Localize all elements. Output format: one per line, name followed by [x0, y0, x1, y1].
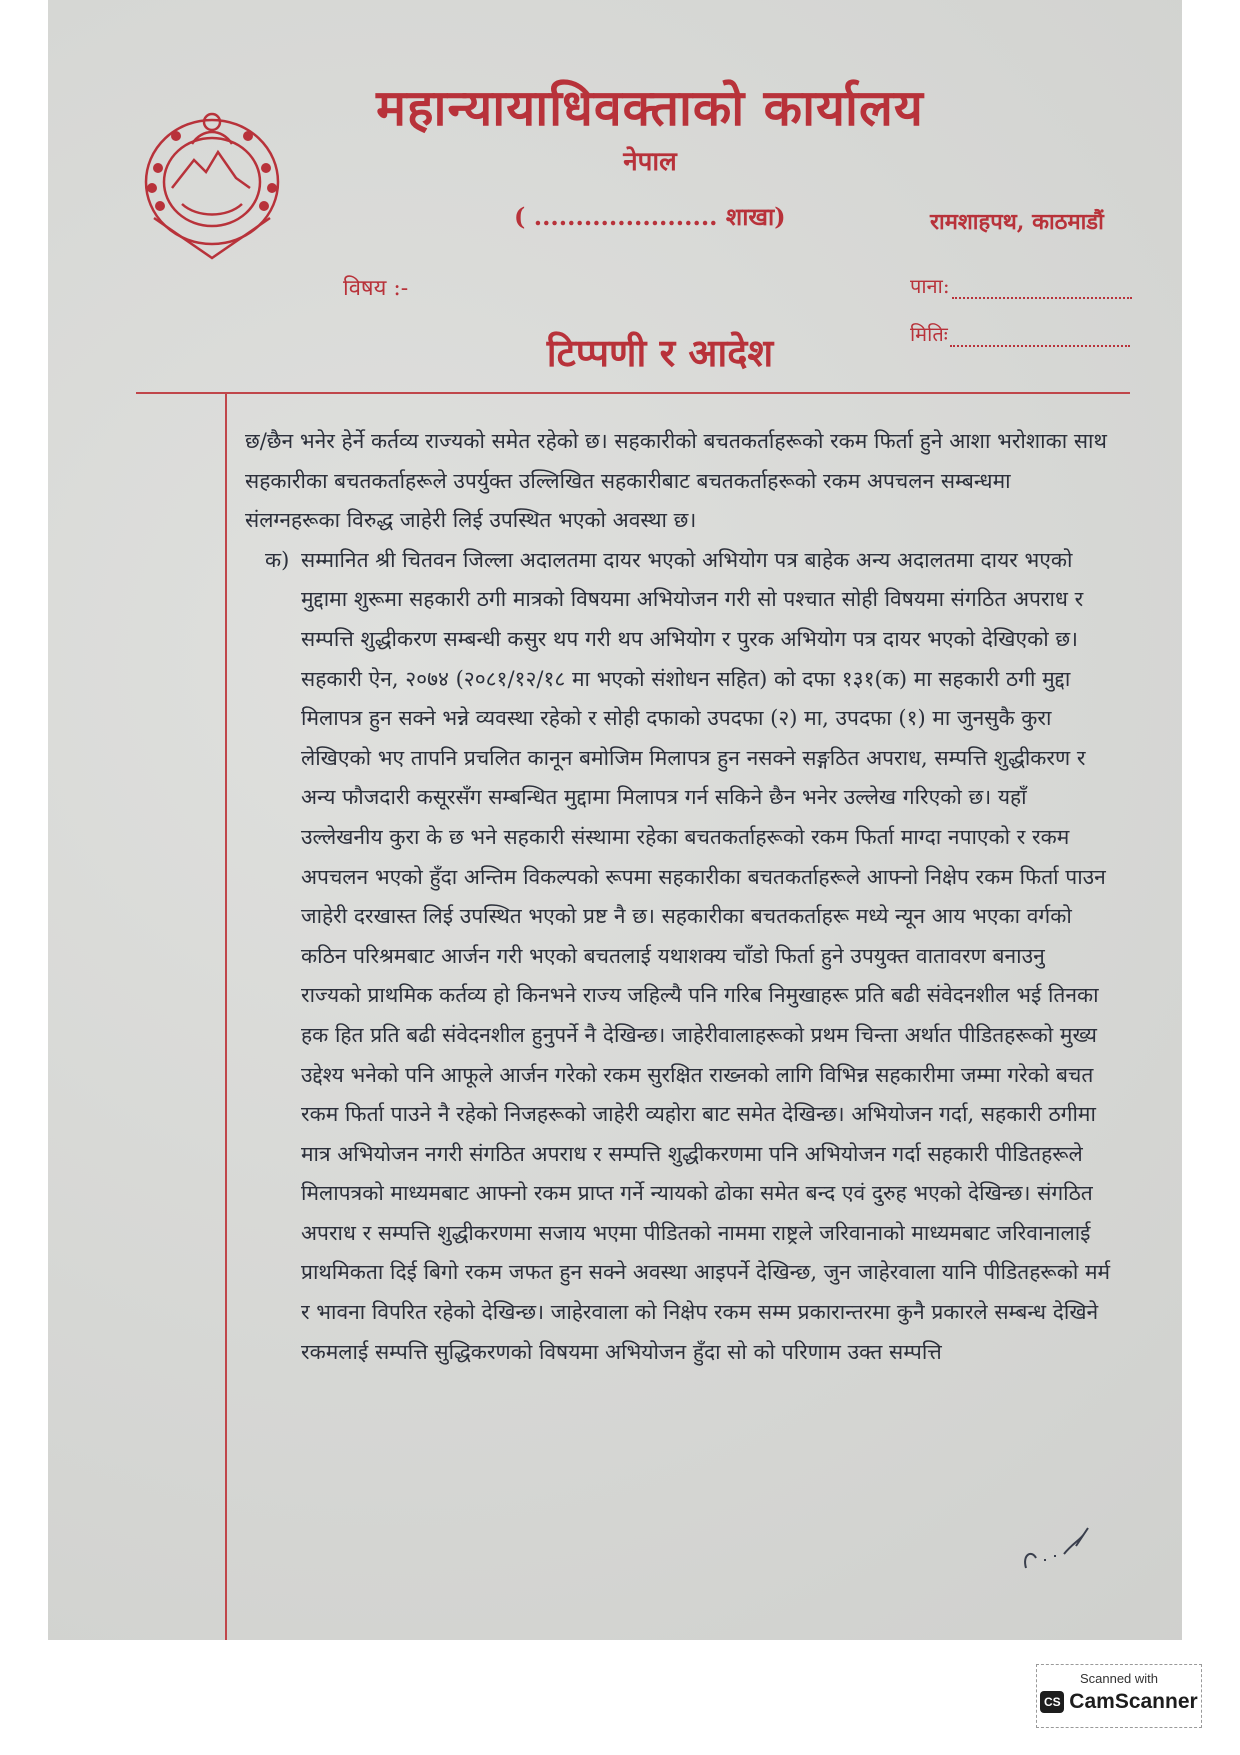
country-name: नेपाल	[623, 147, 677, 177]
item-k-paragraph	[245, 541, 1111, 1372]
margin-line	[225, 392, 227, 1640]
note-body	[245, 422, 1111, 1372]
office-title: महान्यायाधिवक्ताको कार्यालय	[376, 78, 924, 137]
scanned-with-label: Scanned with	[1079, 1671, 1159, 1686]
page-number-field	[910, 272, 1132, 299]
page-label: पाना:	[910, 274, 950, 298]
signature-mark-icon	[1018, 1524, 1098, 1584]
camscanner-name: CamScanner	[1069, 1690, 1198, 1713]
date-dotted-line	[950, 327, 1130, 347]
item-k-marker: क)	[265, 547, 290, 572]
intro-paragraph: छ/छैन भनेर हेर्ने कर्तव्य राज्यको समेत रहेको छ। सहकारीको बचतकर्ताहरूको रकम फिर्ता हुने आशा भरोशाका साथ सहकारीका बचतकर्ताहरूले उपर्युक्त उल्लिखित सहकारीबाट बचतकर्ताहरूको रकम अपचलन सम्बन्धमा संलग्नहरूका विरुद्ध जाहेरी लिई उपस्थित भएको अवस्था छ।	[245, 429, 1107, 533]
camscanner-brand	[1037, 1690, 1201, 1714]
camscanner-badge	[1036, 1664, 1202, 1728]
camscanner-logo-icon: CS	[1040, 1691, 1064, 1713]
header-divider	[136, 392, 1130, 394]
date-field	[910, 320, 1130, 347]
branch-field: ( ...................... शाखा)	[514, 202, 786, 231]
date-label: मितिः	[910, 322, 948, 346]
page-dotted-line	[952, 279, 1132, 299]
subject-label: विषय :-	[343, 276, 409, 301]
page-heading: टिप्पणी र आदेश	[546, 330, 774, 375]
item-k-text: सम्मानित श्री चितवन जिल्ला अदालतमा दायर भएको अभियोग पत्र बाहेक अन्य अदालतमा दायर भएको मुद्दामा शुरूमा सहकारी ठगी मात्रको विषयमा अभियोजन गरी सो पश्चात सोही विषयमा संगठित अपराध र सम्पत्ति शुद्धीकरण सम्बन्धी कसुर थप गरी थप अभियोग र पुरक अभियोग पत्र दायर भएको देखिएको छ। सहकारी ऐन, २०७४ (२०८१/१२/१८ मा भएको संशोधन सहित) को दफा १३१(क) मा सहकारी ठगी मुद्दा मिलापत्र हुन सक्ने भन्ने व्यवस्था रहेको र सोही दफाको उपदफा (२) मा, उपदफा (१) मा जुनसुकै कुरा लेखिएको भए तापनि प्रचलित कानून बमोजिम मिलापत्र हुन नसक्ने सङ्गठित अपराध, सम्पत्ति शुद्धीकरण र अन्य फौजदारी कसूरसँग सम्बन्धित मुद्दामा मिलापत्र गर्न सकिने छैन भनेर उल्लेख गरिएको छ। यहाँ उल्लेखनीय कुरा के छ भने सहकारी संस्थामा रहेका बचतकर्ताहरूको रकम फिर्ता माग्दा नपाएको र रकम अपचलन भएको हुँदा अन्तिम विकल्पको रूपमा सहकारीका बचतकर्ताहरूले आफ्नो निक्षेप रकम फिर्ता पाउन जाहेरी दरखास्त लिई उपस्थित भएको प्रष्ट नै छ। सहकारीका बचतकर्ताहरू मध्ये न्यून आय भएका वर्गको कठिन परिश्रमबाट आर्जन गरी भएको बचतलाई यथाशक्य चाँडो फिर्ता हुने उपयुक्त वातावरण बनाउनु राज्यको प्राथमिक कर्तव्य हो किनभने राज्य जहिल्यै पनि गरिब निमुखाहरू प्रति बढी संवेदनशील भई तिनका हक हित प्रति बढी संवेदनशील हुनुपर्ने नै देखिन्छ। जाहेरीवालाहरूको प्रथम चिन्ता अर्थात पीडितहरूको मुख्य उद्देश्य भनेको पनि आफूले आर्जन गरेको रकम सुरक्षित राख्नको लागि विभिन्न सहकारीमा जम्मा गरेको बचत रकम फिर्ता पाउने नै रहेको निजहरूको जाहेरी व्यहोरा बाट समेत देखिन्छ। अभियोजन गर्दा, सहकारी ठगीमा मात्र अभियोजन नगरी संगठित अपराध र सम्पत्ति शुद्धीकरणमा पनि अभियोजन गर्दा सहकारी पीडितहरूले मिलापत्रको माध्यमबाट आफ्नो रकम प्राप्त गर्ने न्यायको ढोका समेत बन्द एवं दुरुह भएको देखिन्छ। संगठित अपराध र सम्पत्ति शुद्धीकरणमा सजाय भएमा पीडितको नाममा राष्ट्रले जरिवानाको माध्यमबाट जरिवानालाई प्राथमिकता दिई बिगो रकम जफत हुन सक्ने अवस्था आइपर्ने देखिन्छ, जुन जाहेरवाला यानि पीडितहरूको मर्म र भावना विपरित रहेको देखिन्छ। जाहेरवाला को निक्षेप रकम सम्म प्रकारान्तरमा कुनै प्रकारले सम्बन्ध देखिने रकमलाई सम्पत्ति सुद्धिकरणको विषयमा अभियोजन हुँदा सो को परिणाम उक्त सम्पत्ति	[301, 547, 1111, 1364]
office-address: रामशाहपथ, काठमाडौं	[930, 209, 1104, 235]
nepal-emblem-icon	[132, 108, 292, 260]
